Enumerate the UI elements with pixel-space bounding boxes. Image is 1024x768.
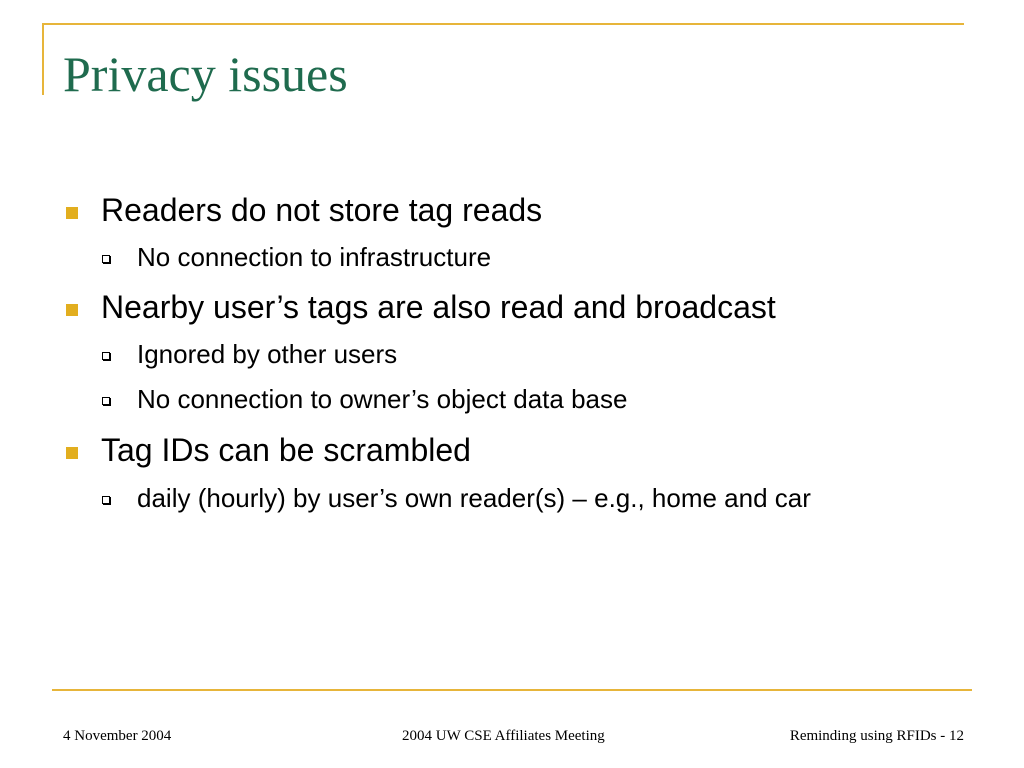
bullet-text: Nearby user’s tags are also read and broadcast bbox=[101, 289, 776, 325]
hollow-square-bullet-icon bbox=[102, 496, 110, 504]
footer-page-number: Reminding using RFIDs - 12 bbox=[789, 728, 964, 744]
square-bullet-icon bbox=[66, 304, 78, 316]
hollow-square-bullet-icon bbox=[102, 352, 110, 360]
footer-event: 2004 UW CSE Affiliates Meeting bbox=[402, 728, 605, 744]
bullet-text: Tag IDs can be scrambled bbox=[101, 432, 471, 468]
hollow-square-bullet-icon bbox=[102, 255, 110, 263]
square-bullet-icon bbox=[66, 207, 78, 219]
bullet-text: Readers do not store tag reads bbox=[101, 192, 543, 228]
sub-bullet-text: daily (hourly) by user’s own reader(s) – e.g., home and car bbox=[137, 483, 811, 513]
sub-bullet-text: No connection to infrastructure bbox=[137, 242, 492, 272]
sub-bullet-text: Ignored by other users bbox=[137, 339, 398, 369]
footer-accent-rule bbox=[52, 689, 972, 691]
square-bullet-icon bbox=[66, 447, 78, 459]
hollow-square-bullet-icon bbox=[102, 397, 110, 405]
sub-bullet-text: No connection to owner’s object data base bbox=[137, 384, 628, 414]
footer-date: 4 November 2004 bbox=[63, 728, 172, 744]
slide-title: Privacy issues bbox=[63, 46, 348, 102]
